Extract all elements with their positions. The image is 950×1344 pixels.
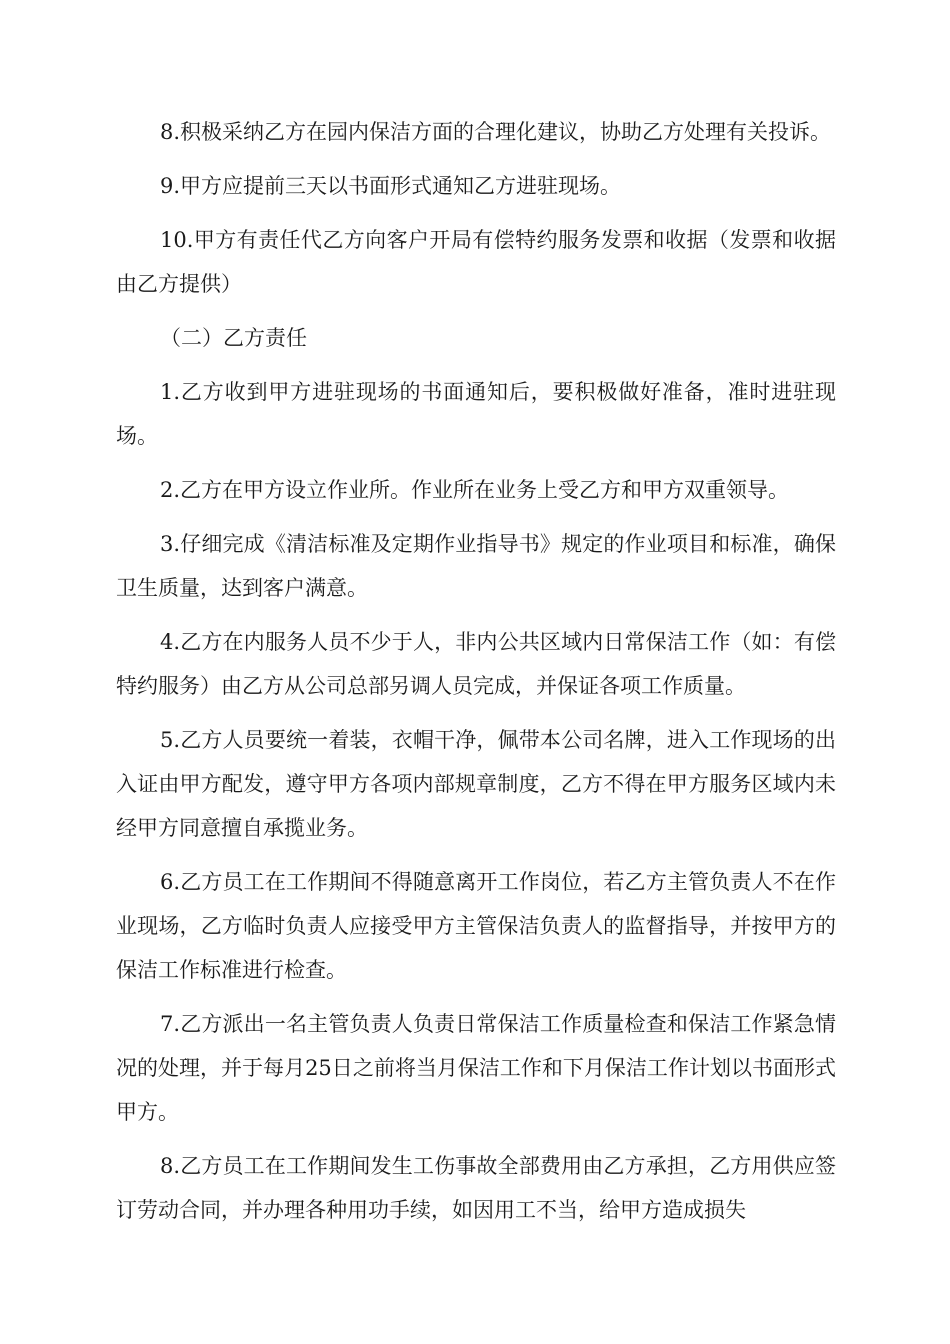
clause-a8: 8.积极采纳乙方在园内保洁方面的合理化建议，协助乙方处理有关投诉。	[160, 120, 832, 144]
clause-b1: 1.乙方收到甲方进驻现场的书面通知后，要积极做好准备，准时进驻现场。	[116, 380, 836, 448]
clause-b6: 6.乙方员工在工作期间不得随意离开工作岗位，若乙方主管负责人不在作业现场，乙方临时负责人应接受甲方主管保洁负责人的监督指导，并按甲方的保洁工作标准进行检查。	[116, 870, 836, 982]
clause-b5: 5.乙方人员要统一着装，衣帽干净，佩带本公司名牌，进入工作现场的出入证由甲方配发，遵守甲方各项内部规章制度，乙方不得在甲方服务区域内未经甲方同意擅自承揽业务。	[116, 728, 836, 840]
clause-b7: 7.乙方派出一名主管负责人负责日常保洁工作质量检查和保洁工作紧急情况的处理，并于每月25日之前将当月保洁工作和下月保洁工作计划以书面形式甲方。	[116, 1012, 836, 1124]
clause-b2: 2.乙方在甲方设立作业所。作业所在业务上受乙方和甲方双重领导。	[160, 478, 790, 502]
clause-a10: 10.甲方有责任代乙方向客户开局有偿特约服务发票和收据（发票和收据由乙方提供）	[116, 228, 836, 296]
clause-b3: 3.仔细完成《清洁标准及定期作业指导书》规定的作业项目和标准，确保卫生质量，达到客户满意。	[116, 532, 836, 600]
clause-b4: 4.乙方在内服务人员不少于人，非内公共区域内日常保洁工作（如：有偿特约服务）由乙方从公司总部另调人员完成，并保证各项工作质量。	[116, 630, 836, 698]
document-body	[116, 110, 836, 1242]
clause-b8: 8.乙方员工在工作期间发生工伤事故全部费用由乙方承担，乙方用供应签订劳动合同，并办理各种用功手续，如因用工不当，给甲方造成损失	[116, 1154, 836, 1222]
clause-a9: 9.甲方应提前三天以书面形式通知乙方进驻现场。	[160, 174, 622, 198]
section-heading-party-b: （二）乙方责任	[160, 326, 307, 350]
